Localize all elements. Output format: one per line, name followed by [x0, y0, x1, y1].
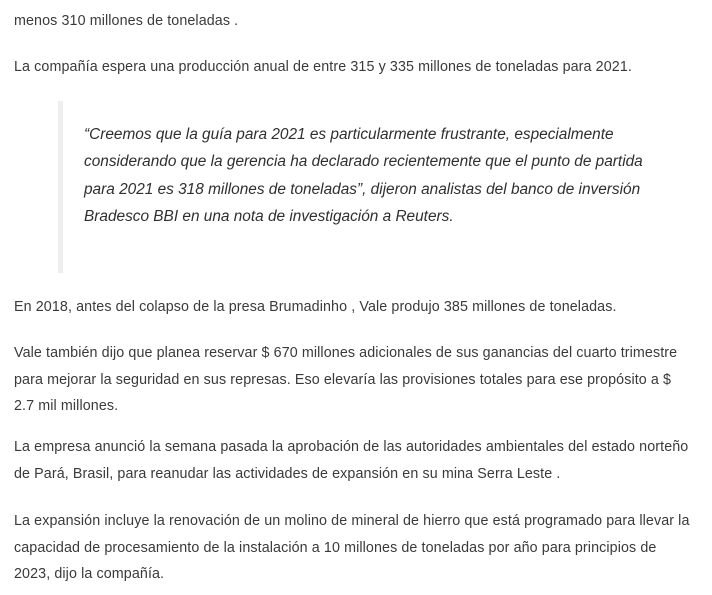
paragraph-2018: En 2018, antes del colapso de la presa Brumadinho , Vale produjo 385 millones de toneladas.	[14, 299, 617, 315]
blockquote	[58, 101, 673, 273]
paragraph-expansion: La expansión incluye la renovación de un molino de mineral de hierro que está programado para llevar la capacidad de procesamiento de la instalación a 10 millones de toneladas por año para principios de 2023, dijo la compañía.	[14, 513, 690, 582]
paragraph-approval: La empresa anunció la semana pasada la aprobación de las autoridades ambientales del estado norteño de Pará, Brasil, para reanudar las actividades de expansión en su mina Serra Leste .	[14, 439, 689, 482]
quote-text: “Creemos que la guía para 2021 es particularmente frustrante, especialmente considerando que la gerencia ha declarado recientemente que el punto de partida para 2021 es 318 millones de toneladas”, dijeron analistas del banco de inversión Bradesco BBI en una nota de investigación a Reuters.	[84, 126, 643, 225]
paragraph-top-fragment: menos 310 millones de toneladas .	[14, 13, 239, 29]
paragraph-production-2021: La compañía espera una producción anual de entre 315 y 335 millones de toneladas para 2021.	[14, 59, 632, 75]
paragraph-reserve: Vale también dijo que planea reservar $ 670 millones adicionales de sus ganancias del cuarto trimestre para mejorar la seguridad en sus represas. Eso elevaría las provisiones totales para ese propósito a $ 2.7 mil millones.	[14, 345, 678, 414]
